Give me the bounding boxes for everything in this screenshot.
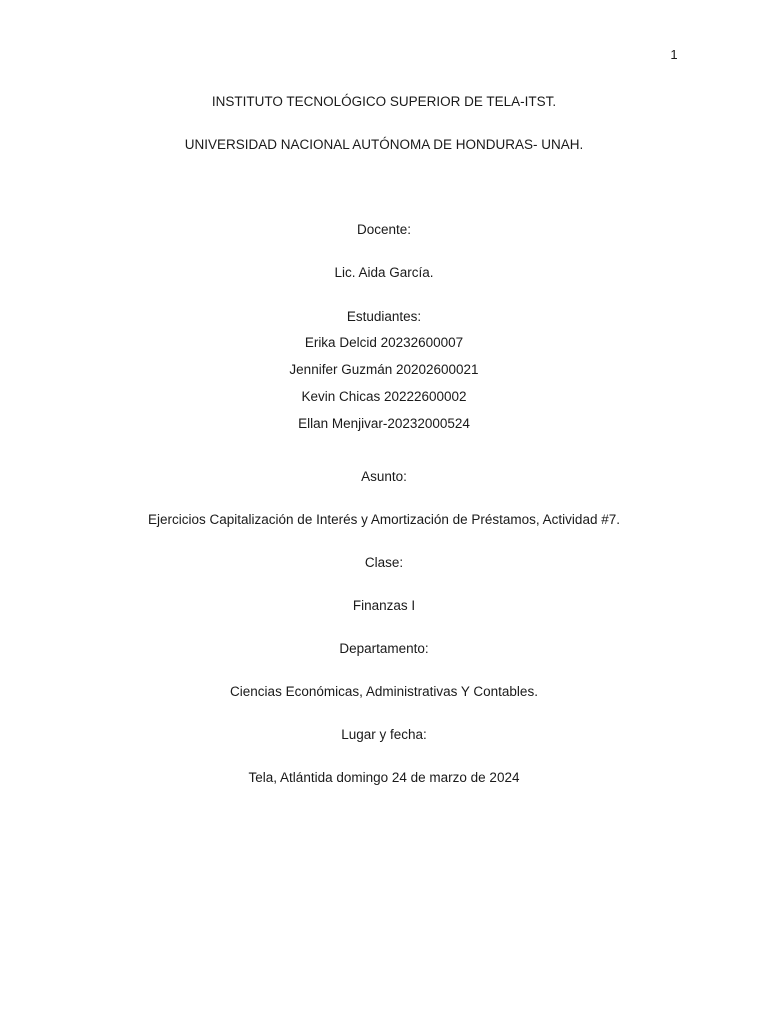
student-item: Jennifer Guzmán 20202600021: [289, 362, 479, 377]
student-item: Ellan Menjivar-20232000524: [298, 416, 470, 431]
department-value: Ciencias Económicas, Administrativas Y Contables.: [230, 684, 538, 699]
class-value: Finanzas I: [352, 598, 416, 613]
subject-value: Ejercicios Capitalización de Interés y Amortización de Préstamos, Actividad #7.: [148, 512, 620, 527]
department-label: Departamento:: [339, 641, 429, 656]
subject-label: Asunto:: [361, 469, 407, 484]
page-number: 1: [670, 47, 678, 62]
student-item: Kevin Chicas 20222600002: [301, 389, 467, 404]
teacher-name: Lic. Aida García.: [334, 265, 434, 280]
institute-name: INSTITUTO TECNOLÓGICO SUPERIOR DE TELA-ITST.: [211, 94, 557, 109]
place-date-label: Lugar y fecha:: [341, 727, 427, 742]
place-date-value: Tela, Atlántida domingo 24 de marzo de 2024: [248, 770, 520, 785]
teacher-label: Docente:: [356, 222, 412, 237]
student-item: Erika Delcid 20232600007: [304, 335, 464, 350]
university-name: UNIVERSIDAD NACIONAL AUTÓNOMA DE HONDURAS- UNAH.: [184, 137, 584, 152]
students-label: Estudiantes:: [346, 309, 422, 324]
class-label: Clase:: [364, 555, 404, 570]
